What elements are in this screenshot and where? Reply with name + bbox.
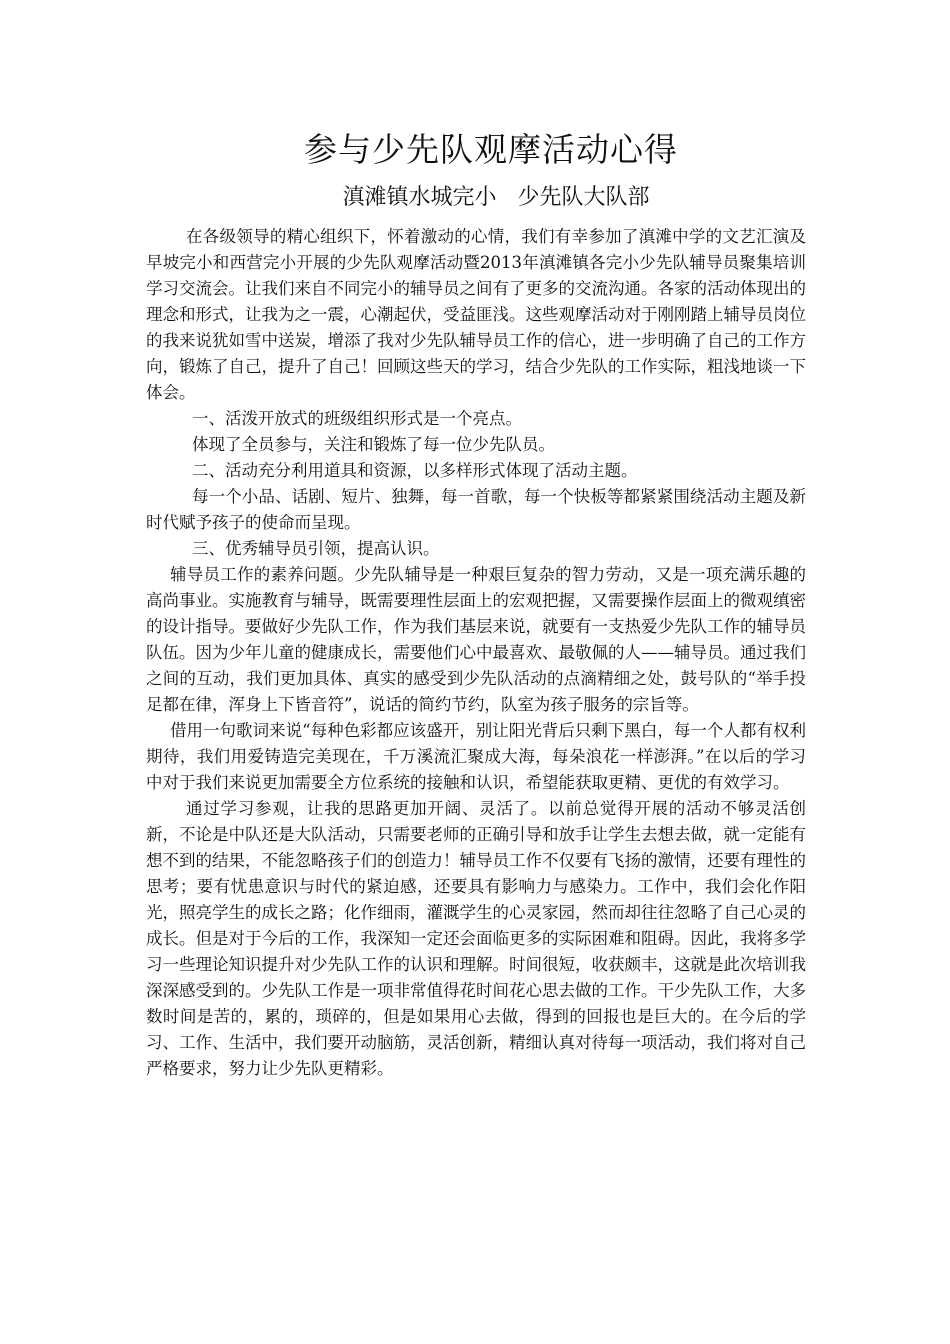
paragraph-heading-3: 三、优秀辅导员引领，提高认识。 <box>192 539 440 558</box>
paragraph-heading-1: 一、活泼开放式的班级组织形式是一个亮点。 <box>192 409 522 428</box>
paragraph-intro: 在各级领导的精心组织下，怀着激动的心情，我们有幸参加了滇滩中学的文艺汇演及早坡完小和西营完小开展的少先队观摩活动暨2013年滇滩镇各完小少先队辅导员聚集培训学习交流会。让我们来自不同完小的辅导员之间有了更多的交流沟通。各家的活动体现出的理念和形式，让我为之一震，心潮起伏，受益匪浅。这些观摩活动对于刚刚踏上辅导员岗位的我来说犹如雪中送炭，增添了我对少先队辅导员工作的信心，进一步明确了自己的工作方向，锻炼了自己，提升了自己！回顾这些天的学习，结合少先队的工作实际，粗浅地谈一下体会。 <box>146 227 806 402</box>
paragraph-heading-2: 二、活动充分利用道具和资源，以多样形式体现了活动主题。 <box>192 461 638 480</box>
paragraph-point-2: 每一个小品、话剧、短片、独舞，每一首歌，每一个快板等都紧紧围绕活动主题及新时代赋予孩子的使命而呈现。 <box>146 487 806 532</box>
document-title: 参与少先队观摩活动心得 <box>304 130 678 169</box>
paragraph-point-1: 体现了全员参与，关注和锻炼了每一位少先队员。 <box>192 435 555 454</box>
document-page <box>146 126 806 1082</box>
paragraph-counselor-quality: 辅导员工作的素养问题。少先队辅导是一种艰巨复杂的智力劳动，又是一项充满乐趣的高尚事业。实施教育与辅导，既需要理性层面上的宏观把握，又需要操作层面上的微观缜密的设计指导。要做好少先队工作，作为我们基层来说，就要有一支热爱少先队工作的辅导员队伍。因为少年儿童的健康成长，需要他们心中最喜欢、最敬佩的人——辅导员。通过我们之间的互动，我们更加具体、真实的感受到少先队活动的点滴精细之处，鼓号队的“举手投足都在律，浑身上下皆音符”，说话的简约节约，队室为孩子服务的宗旨等。 <box>146 565 806 714</box>
paragraph-song-quote: 借用一句歌词来说“每种色彩都应该盛开，别让阳光背后只剩下黑白，每一个人都有权利期待，我们用爱铸造完美现在，千万溪流汇聚成大海，每朵浪花一样澎湃。”在以后的学习中对于我们来说更加需要全方位系统的接触和认识，希望能获取更精、更优的有效学习。 <box>146 721 806 792</box>
paragraph-conclusion: 通过学习参观，让我的思路更加开阔、灵活了。以前总觉得开展的活动不够灵活创新，不论是中队还是大队活动，只需要老师的正确引导和放手让学生去想去做，就一定能有想不到的结果，不能忽略孩子们的创造力！辅导员工作不仅要有飞扬的激情，还要有理性的思考；要有忧患意识与时代的紧迫感，还要具有影响力与感染力。工作中，我们会化作阳光，照亮学生的成长之路；化作细雨，灌溉学生的心灵家园，然而却往往忽略了自己心灵的成长。但是对于今后的工作，我深知一定还会面临更多的实际困难和阻碍。因此，我将多学习一些理论知识提升对少先队工作的认识和理解。时间很短，收获颇丰，这就是此次培训我深深感受到的。少先队工作是一项非常值得花时间花心思去做的工作。干少先队工作，大多数时间是苦的，累的，琐碎的，但是如果用心去做，得到的回报也是巨大的。在今后的学习、工作、生活中，我们要开动脑筋，灵活创新，精细认真对待每一项活动，我们将对自己严格要求，努力让少先队更精彩。 <box>146 799 806 1078</box>
document-subtitle: 滇滩镇水城完小 少先队大队部 <box>342 185 650 210</box>
